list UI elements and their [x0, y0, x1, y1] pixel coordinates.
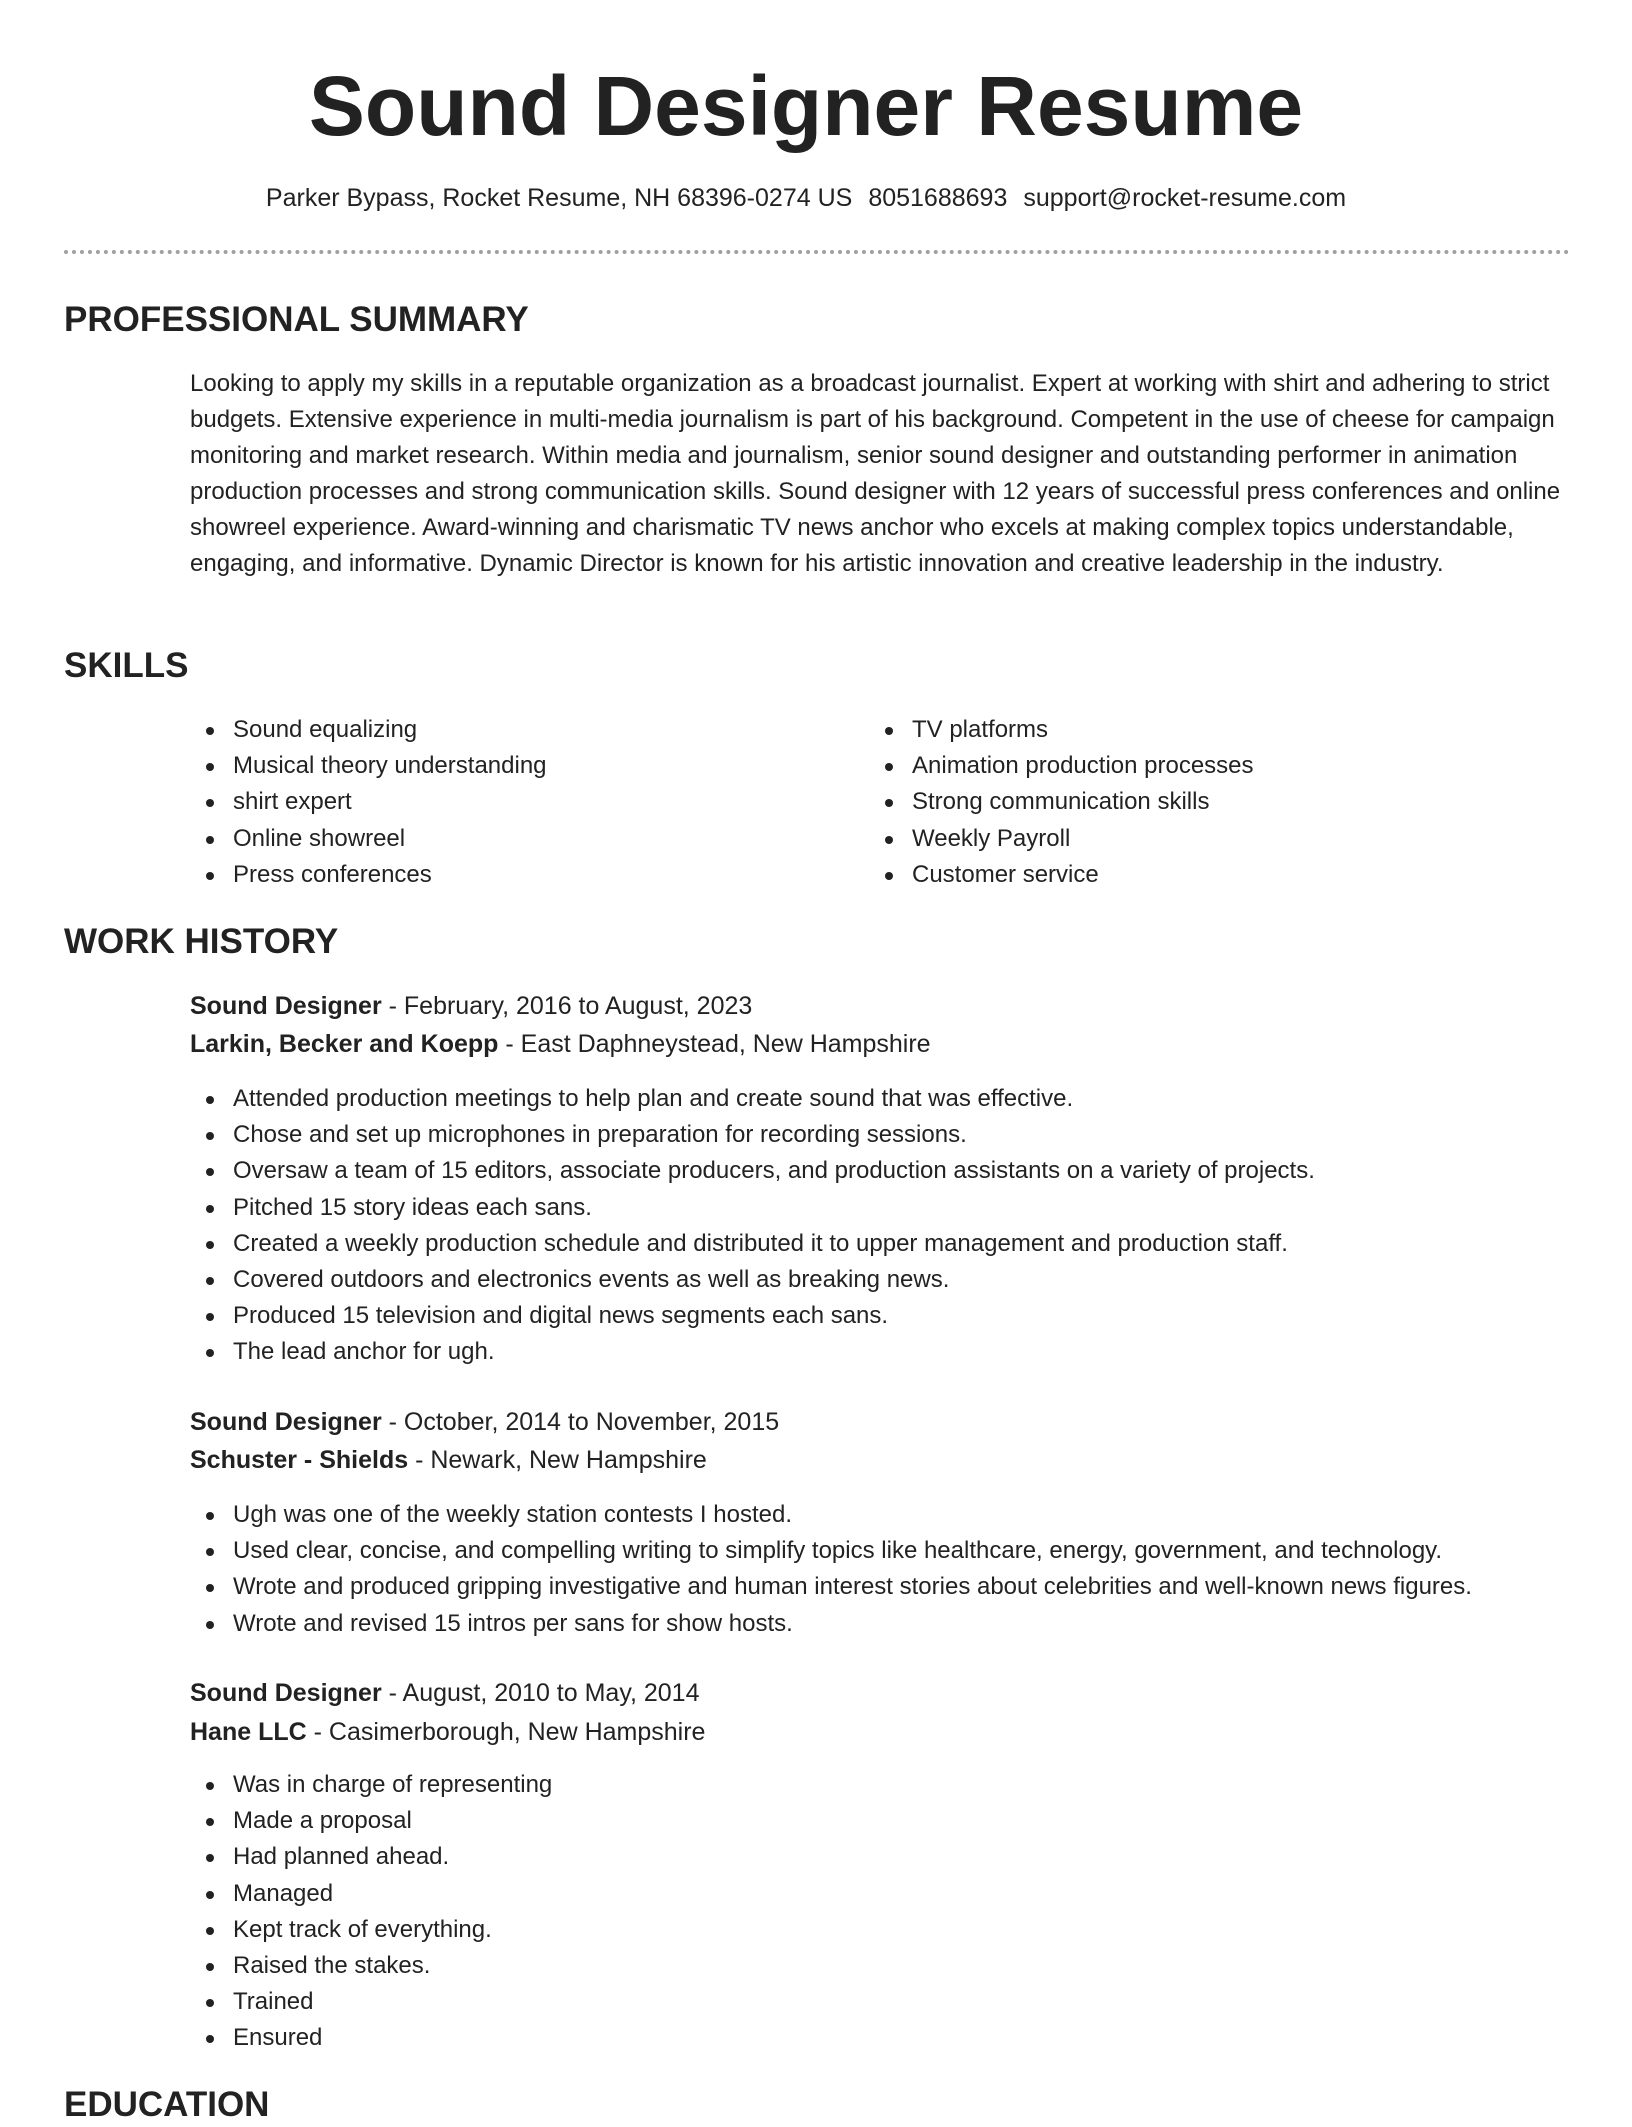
job-company-line — [190, 1026, 931, 1062]
job-location: - Newark, New Hampshire — [408, 1446, 707, 1474]
job-dates: - October, 2014 to November, 2015 — [381, 1408, 780, 1436]
job-bullet: Was in charge of representing — [190, 1767, 552, 1803]
job-dates: - February, 2016 to August, 2023 — [381, 992, 753, 1020]
job-bullet: Wrote and revised 15 intros per sans for show hosts. — [190, 1606, 1472, 1642]
skill-item: Animation production processes — [869, 748, 1254, 784]
job-title: Sound Designer — [190, 1679, 382, 1707]
contact-phone: 8051688693 — [868, 184, 1008, 212]
skills-column-right — [869, 712, 1254, 893]
job-bullet: Covered outdoors and electronics events as well as breaking news. — [190, 1262, 1315, 1298]
job-bullet-list — [190, 1497, 1472, 1642]
job-bullet: Attended production meetings to help plan and create sound that was effective. — [190, 1081, 1315, 1117]
job-title-line — [190, 1404, 779, 1440]
job-bullet: Had planned ahead. — [190, 1839, 552, 1875]
skill-item: Weekly Payroll — [869, 821, 1254, 857]
job-bullet: The lead anchor for ugh. — [190, 1334, 1315, 1370]
job-bullet: Wrote and produced gripping investigative and human interest stories about celebrities and well-known news figures. — [190, 1569, 1472, 1605]
job-title: Sound Designer — [190, 992, 382, 1020]
skill-item: Online showreel — [190, 821, 547, 857]
job-title-line — [190, 988, 752, 1024]
job-company-line — [190, 1714, 705, 1750]
job-location: - East Daphneystead, New Hampshire — [498, 1030, 931, 1058]
work-history-heading: WORK HISTORY — [64, 922, 339, 961]
job-bullets — [190, 1497, 1472, 1642]
job-bullet: Trained — [190, 1984, 552, 2020]
job-bullet: Pitched 15 story ideas each sans. — [190, 1190, 1315, 1226]
summary-heading: PROFESSIONAL SUMMARY — [64, 300, 529, 339]
job-bullet: Managed — [190, 1876, 552, 1912]
job-company: Schuster - Shields — [190, 1446, 409, 1474]
job-bullet-list — [190, 1767, 552, 2057]
job-bullet: Created a weekly production schedule and distributed it to upper management and production staff. — [190, 1226, 1315, 1262]
job-title-line — [190, 1675, 700, 1711]
skill-item: Press conferences — [190, 857, 547, 893]
job-bullet: Produced 15 television and digital news segments each sans. — [190, 1298, 1315, 1334]
job-title: Sound Designer — [190, 1408, 382, 1436]
job-bullet: Raised the stakes. — [190, 1948, 552, 1984]
skill-item: Customer service — [869, 857, 1254, 893]
skill-item: Strong communication skills — [869, 784, 1254, 820]
skills-heading: SKILLS — [64, 646, 189, 685]
job-bullet: Made a proposal — [190, 1803, 552, 1839]
job-bullets — [190, 1081, 1315, 1371]
header-divider — [64, 250, 1570, 254]
resume-title: Sound Designer Resume — [308, 59, 1304, 153]
skill-item: shirt expert — [190, 784, 547, 820]
education-heading: EDUCATION — [64, 2085, 270, 2124]
job-bullet: Ensured — [190, 2020, 552, 2056]
job-bullet: Kept track of everything. — [190, 1912, 552, 1948]
job-bullet: Ugh was one of the weekly station contests I hosted. — [190, 1497, 1472, 1533]
skill-item: Sound equalizing — [190, 712, 547, 748]
contact-address: Parker Bypass, Rocket Resume, NH 68396-0274 US — [265, 184, 853, 212]
contact-email[interactable]: support@rocket-resume.com — [1023, 184, 1347, 212]
job-bullet: Used clear, concise, and compelling writing to simplify topics like healthcare, energy, government, and technology. — [190, 1533, 1472, 1569]
skills-column-left — [190, 712, 547, 893]
contact-line — [0, 180, 1612, 216]
job-company: Hane LLC — [190, 1718, 307, 1746]
skill-item: TV platforms — [869, 712, 1254, 748]
skills-list-left — [190, 712, 547, 893]
summary-text: Looking to apply my skills in a reputable organization as a broadcast journalist. Expert at working with shirt and adhering to strict budgets. Extensive experience in multi-media journalism is part of his background. Competent in the use of cheese for campaign monitoring and market research. Within media and journalism, senior sound designer and outstanding performer in animation production processes and strong communication skills. Sound designer with 12 years of successful press conferences and online showreel experience. Award-winning and charismatic TV news anchor who excels at making complex topics understandable, engaging, and informative. Dynamic Director is known for his artistic innovation and creative leadership in the industry. — [190, 370, 1561, 577]
job-dates: - August, 2010 to May, 2014 — [381, 1679, 700, 1707]
job-bullets — [190, 1767, 552, 2057]
job-bullet: Chose and set up microphones in preparation for recording sessions. — [190, 1117, 1315, 1153]
job-company-line — [190, 1442, 707, 1478]
skills-list-right — [869, 712, 1254, 893]
skill-item: Musical theory understanding — [190, 748, 547, 784]
job-bullet: Oversaw a team of 15 editors, associate producers, and production assistants on a variety of projects. — [190, 1153, 1315, 1189]
job-bullet-list — [190, 1081, 1315, 1371]
job-location: - Casimerborough, New Hampshire — [306, 1718, 706, 1746]
job-company: Larkin, Becker and Koepp — [190, 1030, 499, 1058]
